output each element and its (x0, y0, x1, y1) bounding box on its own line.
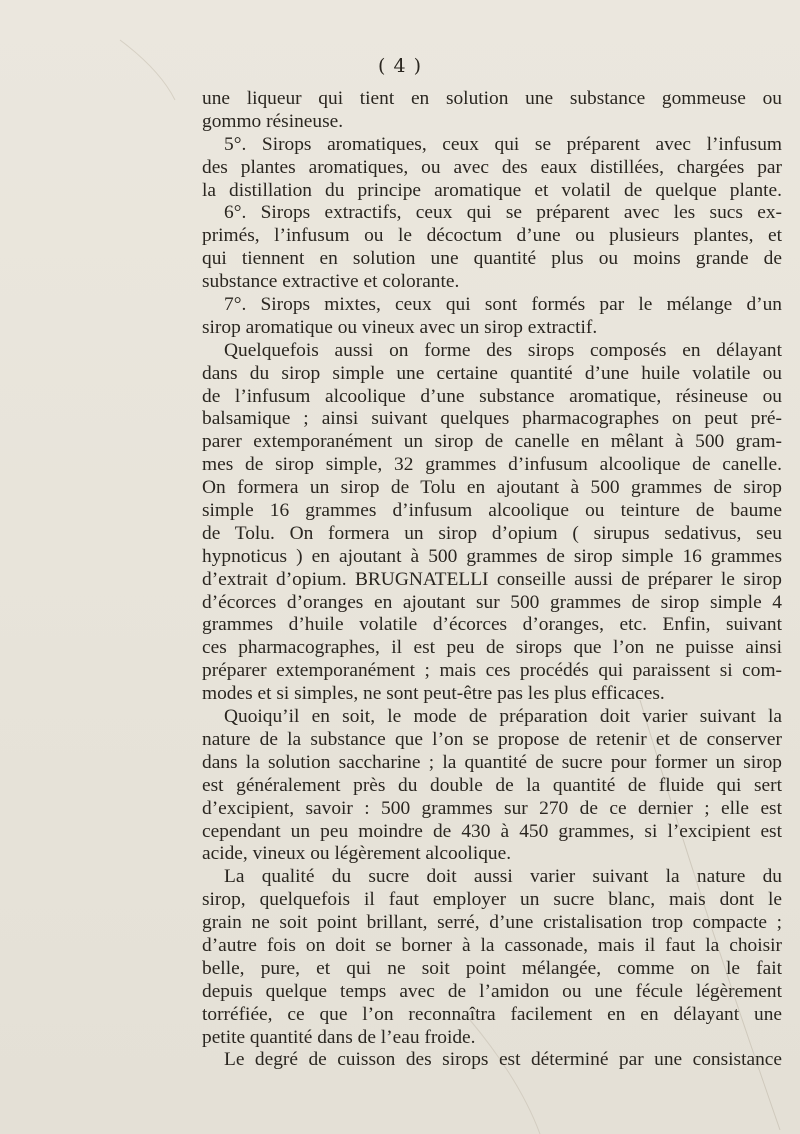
text-line: simple 16 grammes d’infusum alcoolique ou teinture de baume (202, 500, 782, 522)
text-line: d’extrait d’opium. BRUGNATELLI conseille aussi de préparer le sirop (202, 568, 782, 590)
text-line: de l’infusum alcoolique d’une substance aromatique, résineuse ou (202, 385, 782, 407)
body-text (202, 88, 782, 1072)
text-line: On formera un sirop de Tolu en ajoutant à 500 grammes de sirop (202, 477, 782, 499)
text-line: d’excipient, savoir : 500 grammes sur 270 de ce dernier ; elle est (202, 797, 782, 819)
text-line: la distillation du principe aromatique et volatil de quelque plante. (202, 179, 782, 201)
text-line: Quoiqu’il en soit, le mode de préparation doit varier suivant la (224, 706, 782, 728)
text-line: belle, pure, et qui ne soit point mélangée, comme on le fait (202, 957, 782, 979)
text-line: primés, l’infusum ou le décoctum d’une ou plusieurs plantes, et (202, 225, 782, 247)
text-line: Quelquefois aussi on forme des sirops composés en délayant (224, 339, 782, 361)
text-line: modes et si simples, ne sont peut-être pas les plus efficaces. (202, 683, 665, 705)
text-line: qui tiennent en solution une quantité plus ou moins grande de (202, 248, 782, 270)
text-line: gommo résineuse. (202, 110, 344, 132)
text-line: La qualité du sucre doit aussi varier suivant la nature du (224, 866, 782, 888)
text-line: ces pharmacographes, il est peu de sirops que l’on ne puisse ainsi (202, 637, 782, 659)
text-line: 7°. Sirops mixtes, ceux qui sont formés par le mélange d’un (224, 294, 782, 316)
page-number: ( 4 ) (378, 55, 422, 77)
text-line: de Tolu. On formera un sirop d’opium ( sirupus sedativus, seu (202, 522, 782, 544)
text-line: Le degré de cuisson des sirops est déterminé par une consistance (224, 1049, 782, 1071)
text-line: dans la solution saccharine ; la quantité de sucre pour former un sirop (202, 751, 782, 773)
text-line: grain ne soit point brillant, serré, d’une cristalisation trop compacte ; (202, 912, 782, 934)
text-line: est généralement près du double de la quantité de fluide qui sert (202, 774, 782, 796)
text-line: dans du sirop simple une certaine quantité d’une huile volatile ou (202, 362, 782, 384)
text-line: cependant un peu moindre de 430 à 450 grammes, si l’excipient est (202, 820, 782, 842)
text-line: parer extemporanément un sirop de canelle en mêlant à 500 gram- (202, 431, 782, 453)
text-line: sirop, quelquefois il faut employer un sucre blanc, mais dont le (202, 889, 782, 911)
text-line: d’écorces d’oranges en ajoutant sur 500 grammes de sirop simple 4 (202, 591, 782, 613)
text-line: acide, vineux ou légèrement alcoolique. (202, 843, 512, 865)
text-line: nature de la substance que l’on se propose de retenir et de conserver (202, 728, 782, 750)
text-line: 6°. Sirops extractifs, ceux qui se préparent avec les sucs ex- (224, 202, 782, 224)
text-line: sirop aromatique ou vineux avec un sirop extractif. (202, 316, 598, 338)
text-line: substance extractive et colorante. (202, 271, 460, 293)
text-line: mes de sirop simple, 32 grammes d’infusum alcoolique de canelle. (202, 454, 782, 476)
text-line: une liqueur qui tient en solution une substance gommeuse ou (202, 88, 782, 109)
text-line: grammes d’huile volatile d’écorces d’oranges, etc. Enfin, suivant (202, 614, 782, 636)
text-line: torréfiée, ce que l’on reconnaîtra facilement en en délayant une (202, 1003, 782, 1025)
text-line: depuis quelque temps avec de l’amidon ou une fécule légèrement (202, 980, 782, 1002)
text-line: 5°. Sirops aromatiques, ceux qui se préparent avec l’infusum (224, 133, 782, 155)
text-line: balsamique ; ainsi suivant quelques pharmacographes on peut pré- (202, 408, 782, 430)
text-line: préparer extemporanément ; mais ces procédés qui paraissent si com- (202, 660, 782, 682)
text-line: hypnoticus ) en ajoutant à 500 grammes de sirop simple 16 grammes (202, 545, 782, 567)
text-line: d’autre fois on doit se borner à la cassonade, mais il faut la choisir (202, 934, 782, 956)
text-line: petite quantité dans de l’eau froide. (202, 1026, 476, 1048)
text-line: des plantes aromatiques, ou avec des eaux distillées, chargées par (202, 156, 782, 178)
